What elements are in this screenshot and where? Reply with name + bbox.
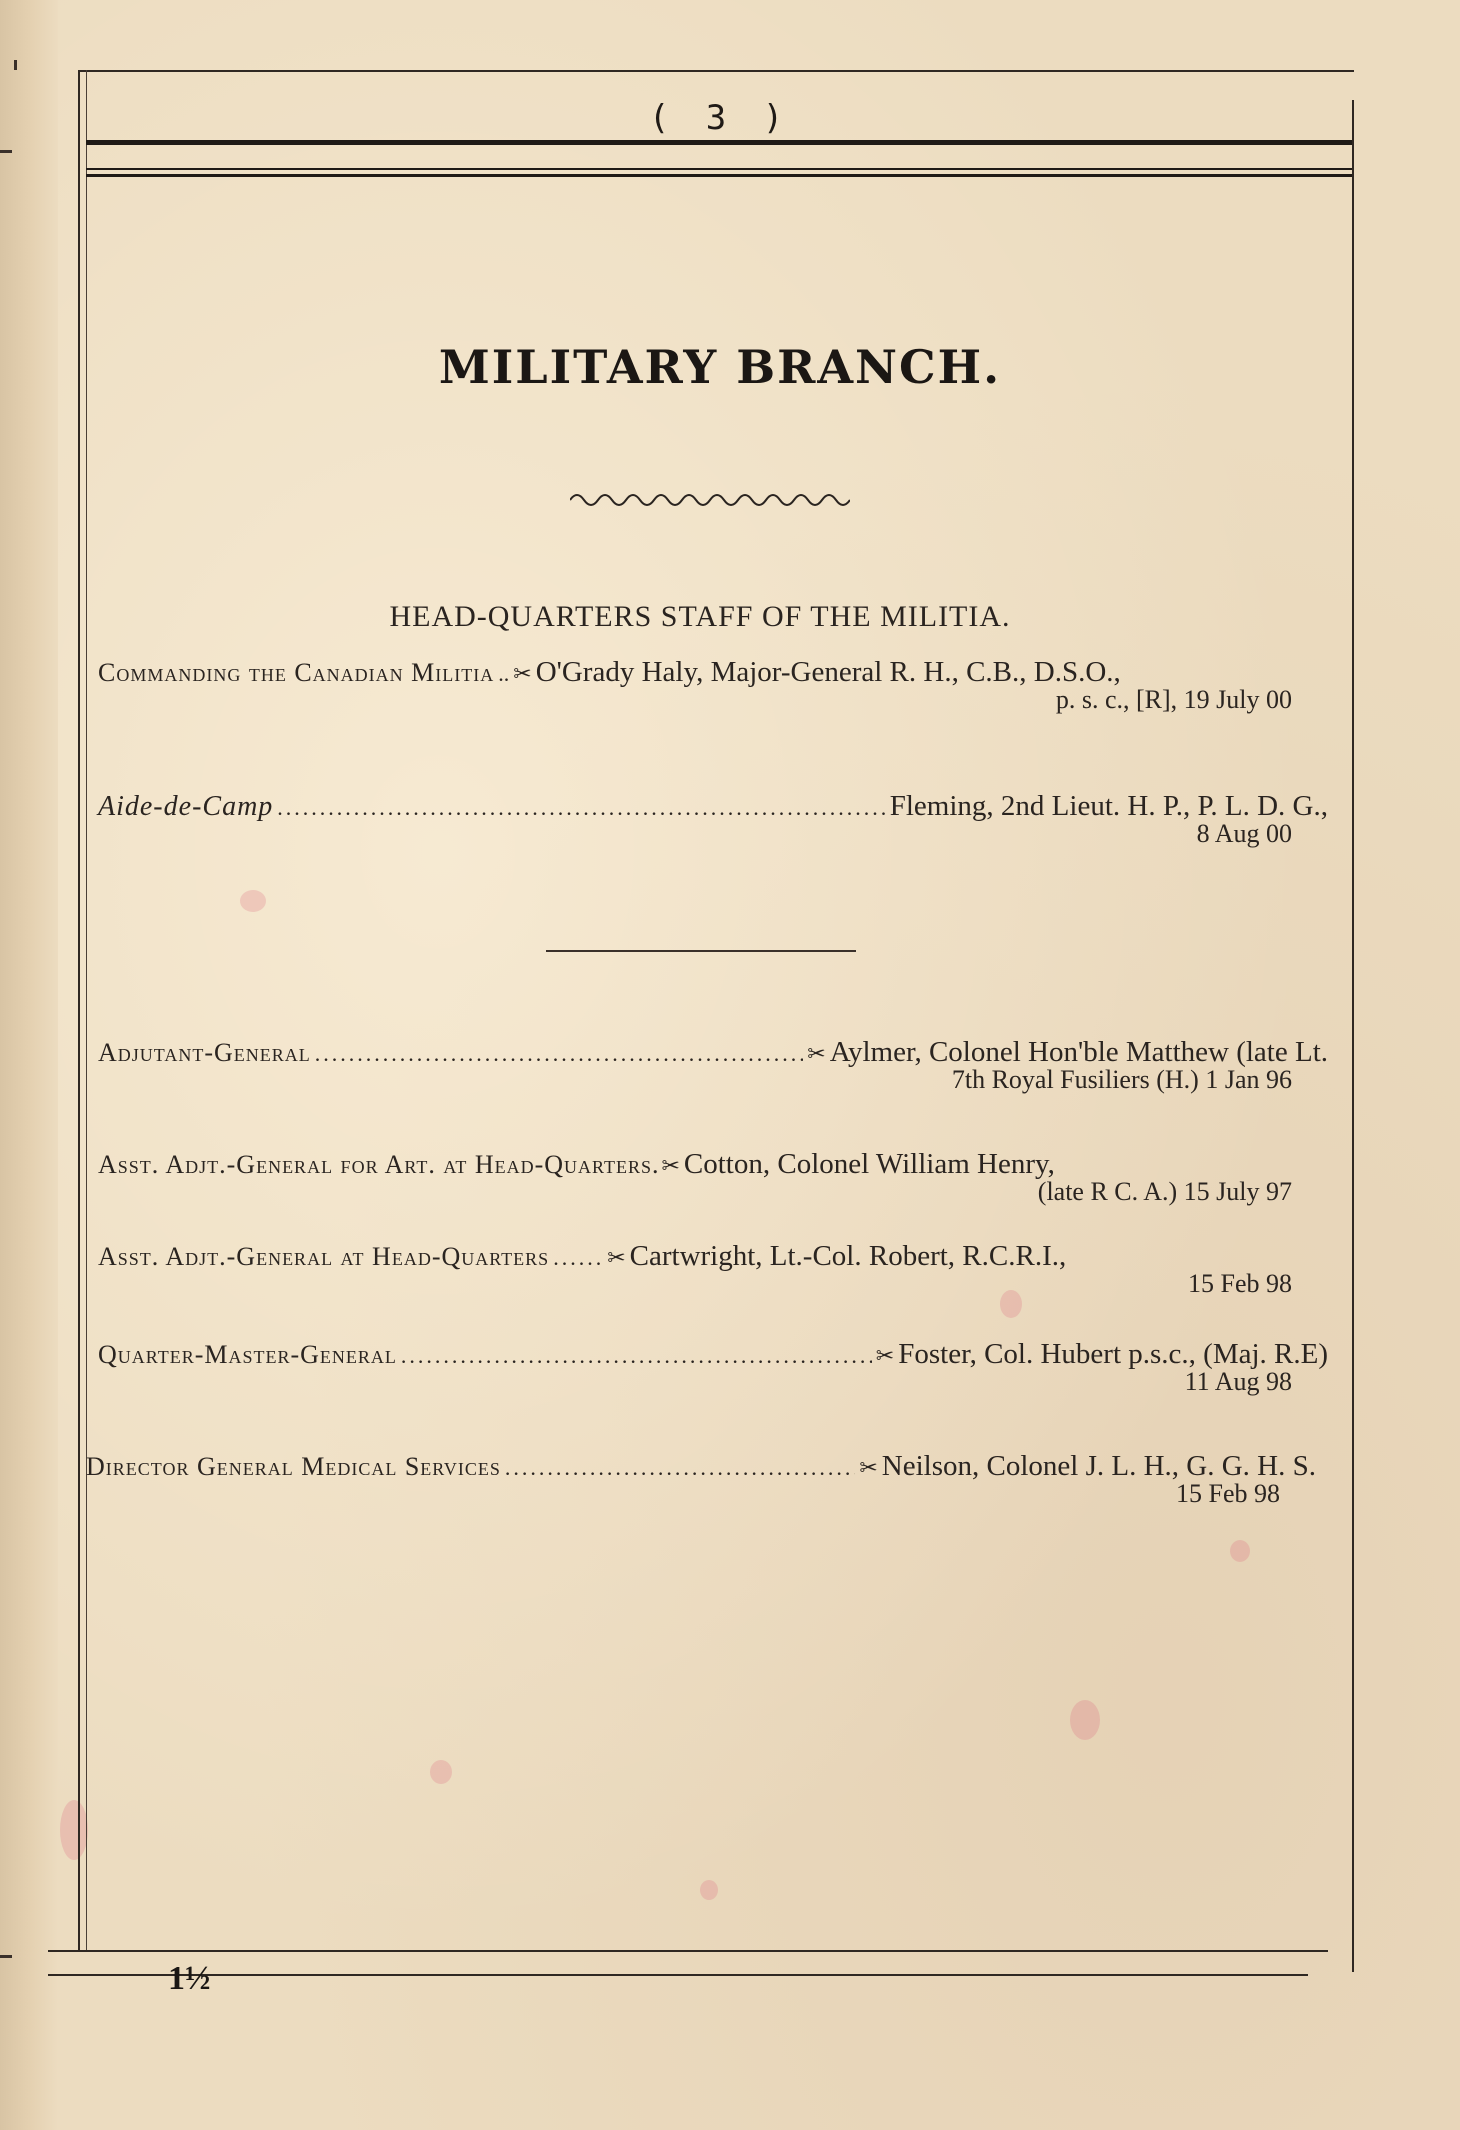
entry-role: Adjutant-General bbox=[98, 1038, 311, 1067]
header-rule bbox=[86, 140, 1352, 145]
leader-dots bbox=[505, 1455, 856, 1481]
ornament-squiggle bbox=[570, 488, 850, 508]
staff-entry bbox=[98, 1240, 1328, 1299]
scissors-icon: ✂ bbox=[807, 1041, 826, 1066]
signature-mark: 1½ bbox=[168, 1960, 211, 1997]
entry-role: Director General Medical Services bbox=[86, 1452, 501, 1481]
leader-dots bbox=[401, 1343, 872, 1369]
header-rule bbox=[86, 168, 1352, 170]
staff-entry bbox=[86, 1450, 1316, 1509]
spine-mark bbox=[14, 60, 17, 70]
scissors-icon: ✂ bbox=[661, 1153, 680, 1178]
staff-entry bbox=[98, 1148, 1328, 1207]
staff-entry bbox=[98, 656, 1328, 715]
leader-dots: .. bbox=[498, 661, 510, 686]
page-title: MILITARY BRANCH. bbox=[438, 340, 1002, 394]
entry-person: Aylmer, Colonel Hon'ble Matthew (late Lt. bbox=[829, 1036, 1328, 1068]
scissors-icon: ✂ bbox=[513, 661, 532, 686]
scissors-icon: ✂ bbox=[875, 1343, 895, 1368]
section-divider bbox=[546, 950, 856, 952]
entry-person: Cartwright, Lt.-Col. Robert, R.C.R.I., bbox=[629, 1240, 1067, 1272]
page-number: ( 3 ) bbox=[648, 98, 792, 138]
leader-dots bbox=[277, 795, 885, 821]
entry-detail: (late R C. A.) 15 July 97 bbox=[1037, 1177, 1292, 1206]
section-subtitle: HEAD-QUARTERS STAFF OF THE MILITIA. bbox=[389, 600, 1011, 633]
leader-dots bbox=[315, 1041, 804, 1067]
entry-role: Asst. Adjt.-General at Head-Quarters bbox=[98, 1242, 550, 1271]
stain-mark bbox=[60, 1800, 88, 1860]
entry-role: Aide-de-Camp bbox=[98, 791, 274, 822]
entry-person: Cotton, Colonel William Henry, bbox=[683, 1148, 1055, 1180]
staff-entry bbox=[98, 790, 1328, 849]
entry-detail: 15 Feb 98 bbox=[1176, 1479, 1280, 1508]
entry-person: Neilson, Colonel J. L. H., G. G. H. S. bbox=[881, 1450, 1316, 1482]
entry-detail: 11 Aug 98 bbox=[1184, 1367, 1292, 1396]
leader-dots bbox=[553, 1245, 603, 1271]
entry-person: Foster, Col. Hubert p.s.c., (Maj. R.E) bbox=[898, 1338, 1328, 1370]
scissors-icon: ✂ bbox=[607, 1245, 626, 1270]
frame-bottom-inner-border bbox=[48, 1974, 1308, 1976]
scissors-icon: ✂ bbox=[859, 1455, 878, 1480]
entry-role: Commanding the Canadian Militia bbox=[98, 658, 495, 687]
entry-detail: 15 Feb 98 bbox=[1188, 1269, 1292, 1298]
stain-mark bbox=[700, 1880, 718, 1900]
stain-mark bbox=[430, 1760, 452, 1784]
staff-entry bbox=[98, 1036, 1328, 1095]
header-rule bbox=[86, 174, 1352, 177]
spine-mark bbox=[0, 1955, 12, 1958]
entry-detail: 8 Aug 00 bbox=[1196, 819, 1292, 848]
stain-mark bbox=[1070, 1700, 1100, 1740]
stain-mark bbox=[1230, 1540, 1250, 1562]
entry-person: Fleming, 2nd Lieut. H. P., P. L. D. G., bbox=[889, 790, 1328, 822]
staff-entry bbox=[98, 1338, 1328, 1397]
entry-detail: p. s. c., [R], 19 July 00 bbox=[1055, 685, 1292, 714]
page-spine bbox=[0, 0, 58, 2130]
entry-person: O'Grady Haly, Major-General R. H., C.B., D.S.O., bbox=[535, 656, 1121, 688]
frame-top-border bbox=[80, 70, 1354, 72]
entry-detail: 7th Royal Fusiliers (H.) 1 Jan 96 bbox=[951, 1065, 1292, 1094]
stain-mark bbox=[240, 890, 266, 912]
spine-mark bbox=[0, 150, 12, 153]
entry-role: Quarter-Master-General bbox=[98, 1340, 397, 1369]
entry-role: Asst. Adjt.-General for Art. at Head-Quarters. bbox=[98, 1150, 660, 1179]
frame-bottom-border bbox=[48, 1950, 1328, 1952]
